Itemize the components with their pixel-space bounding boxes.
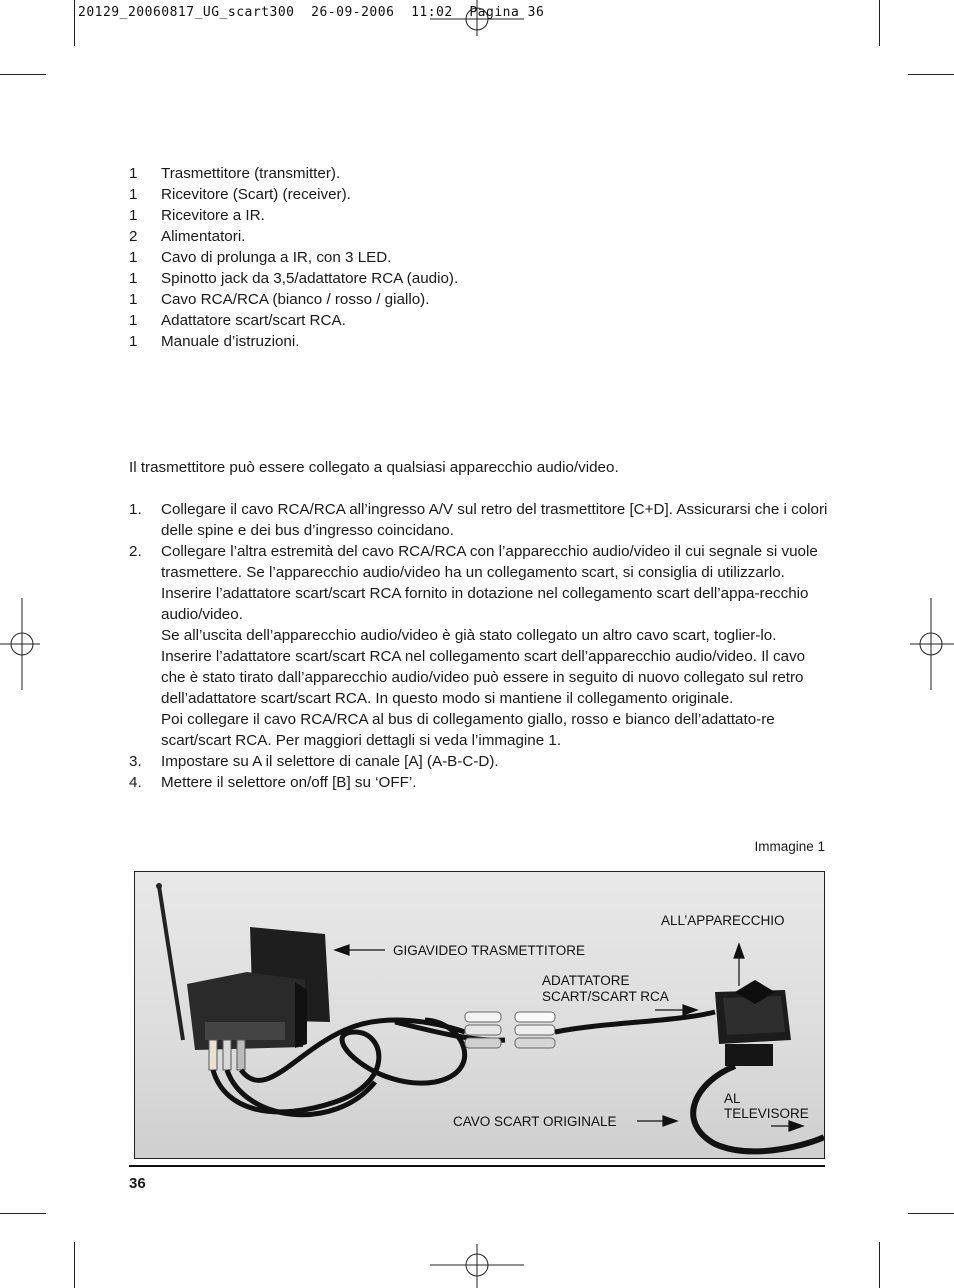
item-quantity: 1 [129, 207, 138, 224]
crop-mark [908, 1213, 954, 1214]
list-item [129, 226, 458, 247]
step-item [129, 541, 829, 751]
crop-mark [74, 1242, 75, 1288]
step-text: Inserire l’adattatore scart/scart RCA fornito in dotazione nel collegamento scart dell’appa-recchio audio/video. [161, 585, 809, 623]
item-quantity: 1 [129, 165, 138, 182]
step-item [129, 499, 829, 541]
item-text: Spinotto jack da 3,5/adattatore RCA (audio). [161, 270, 459, 287]
label-adapter-line2: SCART/SCART RCA [542, 989, 669, 1004]
label-to-device: ALL’APPARECCHIO [661, 913, 785, 928]
list-item [129, 247, 458, 268]
connection-photo [134, 871, 825, 1159]
item-quantity: 1 [129, 249, 138, 266]
list-item [129, 163, 458, 184]
step-text: Se all’uscita dell’apparecchio audio/video è già stato collegato un altro cavo scart, toglier-lo. Inserire l’adattatore scart/scart RCA nel collegamento scart dell’apparecchio audio/video. Il cavo che è stato tirato dall’apparecchio audio/video può essere in seguito di nuovo collegato sul retro dell’adattatore scart/scart RCA. In questo modo si mantiene il collegamento originale. [161, 627, 806, 707]
page-number: 36 [129, 1175, 146, 1192]
label-scart-cable: CAVO SCART ORIGINALE [453, 1114, 617, 1129]
step-number: 2. [129, 543, 142, 560]
item-text: Manuale d’istruzioni. [161, 333, 300, 350]
figure-caption: Immagine 1 [754, 839, 825, 854]
item-quantity: 1 [129, 270, 138, 287]
registration-mark-icon [0, 598, 40, 690]
step-text: Mettere il selettore on/off [B] su ‘OFF’. [161, 774, 417, 791]
step-text: Poi collegare il cavo RCA/RCA al bus di collegamento giallo, rosso e bianco dell’adattato-re scart/scart RCA. Per maggiori dettagli si veda l’immagine 1. [161, 711, 775, 749]
crop-mark [0, 1213, 46, 1214]
list-item [129, 310, 458, 331]
list-item [129, 268, 458, 289]
crop-mark [74, 0, 75, 46]
label-tv-line2: TELEVISORE [724, 1106, 809, 1121]
installation-steps [129, 499, 829, 793]
intro-paragraph: Il trasmettitore può essere collegato a qualsiasi apparecchio audio/video. [129, 459, 619, 476]
item-quantity: 1 [129, 186, 138, 203]
step-text: Collegare l’altra estremità del cavo RCA/RCA con l’apparecchio audio/video il cui segnale si vuole trasmettere. Se l’apparecchio audio/video ha un collegamento scart, si consiglia di utilizzarlo. [161, 543, 818, 581]
step-item [129, 772, 829, 793]
label-adapter-line1: ADATTATORE [542, 973, 630, 988]
item-text: Cavo RCA/RCA (bianco / rosso / giallo). [161, 291, 430, 308]
item-quantity: 1 [129, 312, 138, 329]
step-number: 3. [129, 753, 142, 770]
package-contents-list [129, 163, 458, 352]
list-item [129, 184, 458, 205]
item-text: Alimentatori. [161, 228, 246, 245]
footer-rule [129, 1165, 825, 1167]
step-item [129, 751, 829, 772]
label-transmitter: GIGAVIDEO TRASMETTITORE [393, 943, 586, 958]
item-text: Trasmettitore (transmitter). [161, 165, 341, 182]
item-quantity: 1 [129, 333, 138, 350]
print-slug: 20129_20060817_UG_scart300 26-09-2006 11:02 Pagina 36 [78, 5, 545, 20]
registration-mark-icon [430, 0, 524, 36]
crop-mark [879, 0, 880, 46]
step-text: Collegare il cavo RCA/RCA all’ingresso A/V sul retro del trasmettitore [C+D]. Assicurarsi che i colori delle spine e dei bus d’ingresso coincidano. [161, 501, 828, 539]
item-text: Ricevitore (Scart) (receiver). [161, 186, 351, 203]
list-item [129, 205, 458, 226]
item-text: Ricevitore a IR. [161, 207, 265, 224]
step-number: 1. [129, 501, 142, 518]
step-number: 4. [129, 774, 142, 791]
item-quantity: 2 [129, 228, 138, 245]
item-text: Cavo di prolunga a IR, con 3 LED. [161, 249, 392, 266]
list-item [129, 289, 458, 310]
item-text: Adattatore scart/scart RCA. [161, 312, 346, 329]
crop-mark [0, 74, 46, 75]
registration-mark-icon [430, 1244, 524, 1288]
label-tv-line1: AL [724, 1091, 741, 1106]
item-quantity: 1 [129, 291, 138, 308]
list-item [129, 331, 458, 352]
registration-mark-icon [910, 598, 954, 690]
step-text: Impostare su A il selettore di canale [A] (A-B-C-D). [161, 753, 499, 770]
crop-mark [908, 74, 954, 75]
crop-mark [879, 1242, 880, 1288]
